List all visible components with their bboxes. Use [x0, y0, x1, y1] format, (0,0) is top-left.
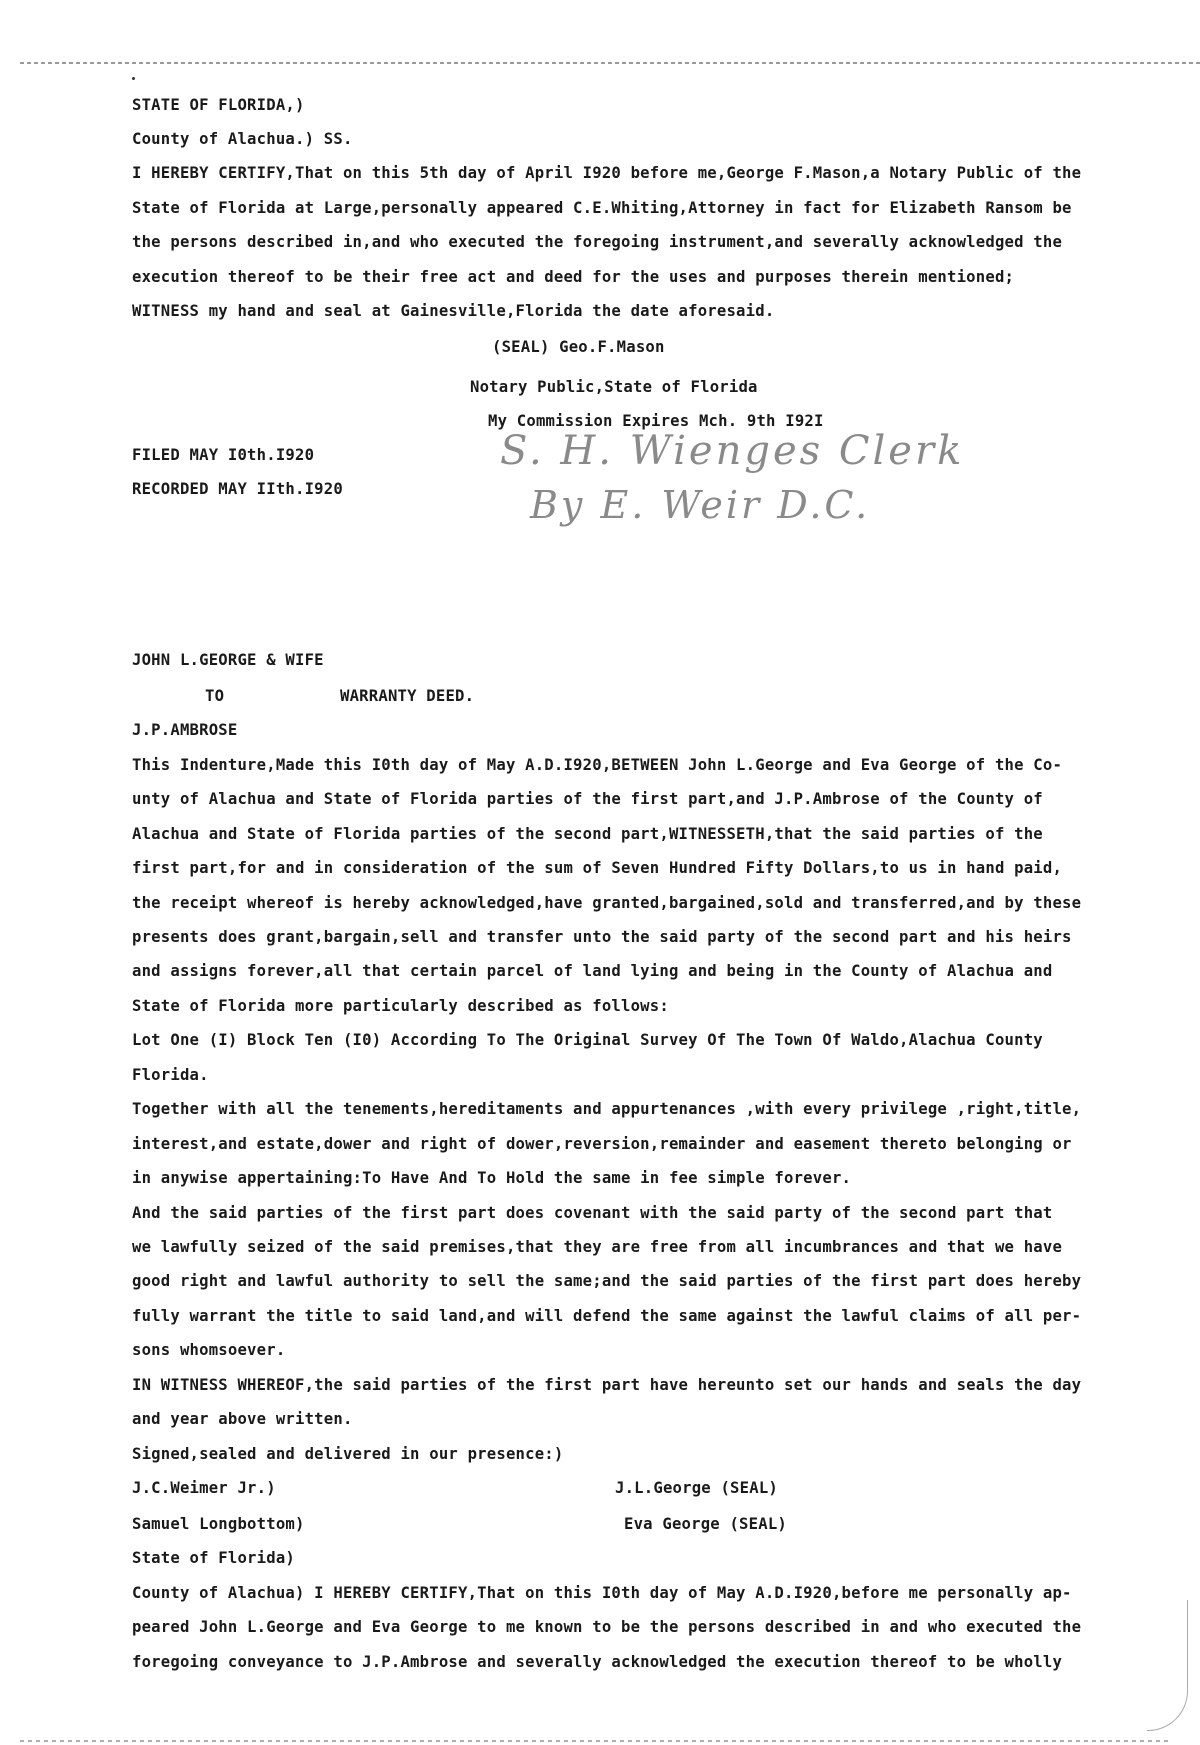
grantor-heading: JOHN L.GEORGE & WIFE — [132, 651, 324, 669]
deed-line: This Indenture,Made this I0th day of May A.D.I920,BETWEEN John L.George and Eva George of the Co- — [132, 756, 1063, 774]
deed-line: good right and lawful authority to sell the same;and the said parties of the first part does hereby — [132, 1272, 1082, 1290]
signatory-name: J.L.George (SEAL) — [615, 1479, 778, 1497]
deed-line: presents does grant,bargain,sell and transfer unto the said party of the second part and his heirs — [132, 928, 1072, 946]
deed-line: the receipt whereof is hereby acknowledged,have granted,bargained,sold and transferred,and by these — [132, 894, 1082, 912]
deed-line: Together with all the tenements,hereditaments and appurtenances ,with every privilege ,right,title, — [132, 1100, 1082, 1118]
deed-line: fully warrant the title to said land,and will defend the same against the lawful claims of all per- — [132, 1307, 1082, 1325]
deed-line: Lot One (I) Block Ten (I0) According To The Original Survey Of The Town Of Waldo,Alachua County — [132, 1031, 1043, 1049]
grantee-heading: J.P.AMBROSE — [132, 721, 238, 739]
deed-line: Signed,sealed and delivered in our presence:) — [132, 1445, 564, 1463]
witness-name: Samuel Longbottom) — [132, 1515, 305, 1533]
deed-line: sons whomsoever. — [132, 1341, 286, 1359]
recorded-stamp: RECORDED MAY IIth.I920 — [132, 480, 343, 498]
notary-title-line: Notary Public,State of Florida — [470, 378, 758, 396]
filed-stamp: FILED MAY I0th.I920 — [132, 446, 315, 464]
to-heading: TO — [205, 687, 225, 705]
deed-line: we lawfully seized of the said premises,that they are free from all incumbrances and that we have — [132, 1238, 1063, 1256]
deed-line: Florida. — [132, 1066, 209, 1084]
notary-seal-line: (SEAL) Geo.F.Mason — [492, 338, 665, 356]
cert-line: State of Florida at Large,personally appeared C.E.Whiting,Attorney in fact for Elizabeth Ransom be — [132, 199, 1072, 217]
acknowledgment-line: State of Florida) — [132, 1549, 295, 1567]
deed-line: And the said parties of the first part does covenant with the said party of the second part that — [132, 1204, 1053, 1222]
deed-line: IN WITNESS WHEREOF,the said parties of the first part have hereunto set our hands and seals the day — [132, 1376, 1082, 1394]
deed-line: unty of Alachua and State of Florida parties of the first part,and J.P.Ambrose of the County of — [132, 790, 1043, 808]
deed-line: State of Florida more particularly described as follows: — [132, 997, 669, 1015]
cert-line: execution thereof to be their free act and deed for the uses and purposes therein mentioned; — [132, 268, 1015, 286]
witness-name: J.C.Weimer Jr.) — [132, 1479, 276, 1497]
cert-line: County of Alachua.) SS. — [132, 130, 353, 148]
deed-line: and assigns forever,all that certain parcel of land lying and being in the County of Alachua and — [132, 962, 1053, 980]
ink-speck — [132, 77, 135, 80]
deputy-clerk-signature: By E. Weir D.C. — [530, 483, 871, 527]
deed-line: in anywise appertaining:To Have And To Hold the same in fee simple forever. — [132, 1169, 852, 1187]
bottom-border — [20, 1740, 1170, 1742]
deed-line: Alachua and State of Florida parties of the second part,WITNESSETH,that the said parties of the — [132, 825, 1043, 843]
cert-line: STATE OF FLORIDA,) — [132, 96, 305, 114]
signatory-name: Eva George (SEAL) — [624, 1515, 787, 1533]
clerk-signature: S. H. Wienges Clerk — [500, 428, 965, 474]
page-curl-edge — [1147, 1600, 1188, 1731]
acknowledgment-line: foregoing conveyance to J.P.Ambrose and severally acknowledged the execution thereof to be wholly — [132, 1653, 1063, 1671]
acknowledgment-line: County of Alachua) I HEREBY CERTIFY,That on this I0th day of May A.D.I920,before me personally ap- — [132, 1584, 1072, 1602]
deed-line: and year above written. — [132, 1410, 353, 1428]
deed-type-heading: WARRANTY DEED. — [340, 687, 475, 705]
cert-line: the persons described in,and who executed the foregoing instrument,and severally acknowledged the — [132, 233, 1063, 251]
deed-line: first part,for and in consideration of the sum of Seven Hundred Fifty Dollars,to us in hand paid, — [132, 859, 1063, 877]
acknowledgment-line: peared John L.George and Eva George to me known to be the persons described in and who executed the — [132, 1618, 1082, 1636]
top-border — [20, 62, 1200, 64]
cert-line: WITNESS my hand and seal at Gainesville,Florida the date aforesaid. — [132, 302, 775, 320]
deed-line: interest,and estate,dower and right of dower,reversion,remainder and easement thereto belonging or — [132, 1135, 1072, 1153]
cert-line: I HEREBY CERTIFY,That on this 5th day of April I920 before me,George F.Mason,a Notary Public of the — [132, 164, 1082, 182]
commission-line: My Commission Expires Mch. 9th I92I — [488, 412, 824, 430]
